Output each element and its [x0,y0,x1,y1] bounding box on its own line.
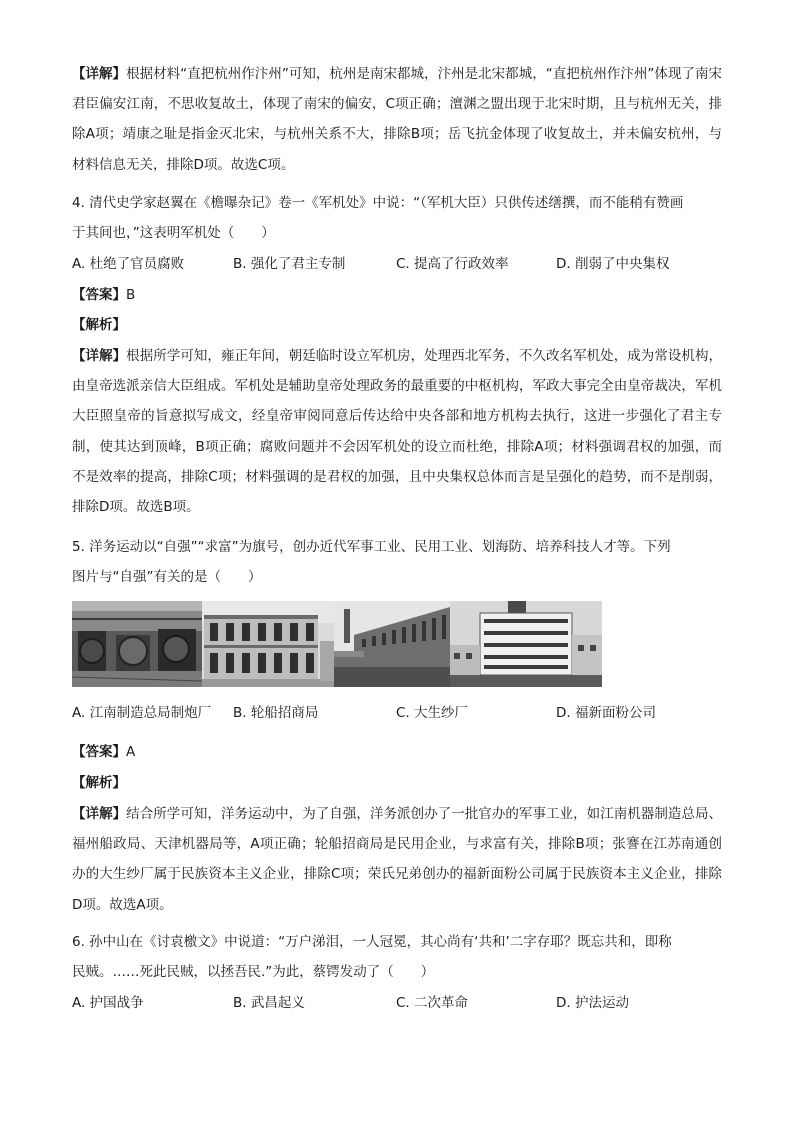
q5-option-b: B. 轮船招商局 [233,705,319,721]
q4-answer [72,285,135,305]
q3-detail-text: 根据材料“直把杭州作汴州”可知，杭州是南宋都城，汴州是北宋都城，“直把杭州作汴州”体现了南宋君臣偏安江南，不思收复故土，体现了南宋的偏安，C项正确；澶渊之盟出现于北宋时期，且与杭州无关，排除A项；靖康之耻是指金灭北宋，与杭州关系不大，排除B项；岳飞抗金体现了收复故土，并未偏安杭州，与材料信息无关，排除D项。故选C项。 [72,66,723,173]
q4-option-c: C. 提高了行政效率 [396,256,509,272]
q6-option-d: D. 护法运动 [556,995,629,1011]
q6-option-c: C. 二次革命 [396,995,469,1011]
photo-arsenal-workshop [72,601,202,687]
q5-answer-tag: 【答案】 [72,744,126,760]
q4-detail-tag: 【详解】 [72,348,127,364]
q4-analysis-tag: 【解析】 [72,317,126,333]
q6-stem-line1: 6. 孙中山在《讨袁檄文》中说道：“万户涕泪，一人冠冕，其心尚有‘共和’二字存耶？既忘共和，即称 [72,934,672,950]
q4-detail-text: 根据所学可知，雍正年间，朝廷临时设立军机房，处理西北军务，不久改名军机处，成为常设机构，由皇帝选派亲信大臣组成。军机处是辅助皇帝处理政务的最重要的中枢机构，军政大事完全由皇帝裁决，军机大臣照皇帝的旨意拟写成文，经皇帝审阅同意后传达给中央各部和地方机构去执行，这进一步强化了君主专制，使其达到顶峰，B项正确；腐败问题并不会因军机处的设立而杜绝，排除A项；材料强调君权的加强，而不是效率的提高，排除C项；材料强调的是君权的加强，且中央集权总体而言是呈强化的趋势，而不是削弱，排除D项。故选B项。 [72,348,723,516]
q5-analysis-tag: 【解析】 [72,775,126,791]
q4-stem-line1: 4. 清代史学家赵翼在《檐曝杂记》卷一《军机处》中说：“（军机大臣）只供传述缮撰，而不能稍有赞画 [72,195,684,211]
q3-detail-tag: 【详解】 [72,66,127,82]
q4-detail [72,341,722,522]
q5-stem-line1: 5. 洋务运动以“自强”“求富”为旗号，创办近代军事工业、民用工业、划海防、培养科技人才等。下列 [72,539,671,555]
q5-option-d: D. 福新面粉公司 [556,705,656,721]
q4-option-b: B. 强化了君主专制 [233,256,346,272]
q4-option-d: D. 削弱了中央集权 [556,256,670,272]
q4-stem-line2: 于其间也，”这表明军机处（ ） [72,225,275,241]
q6-option-a: A. 护国战争 [72,995,144,1011]
q5-detail-text: 结合所学可知，洋务运动中，为了自强，洋务派创办了一批官办的军事工业，如江南机器制造总局、福州船政局、天津机器局等，A项正确；轮船招商局是民用企业，与求富有关，排除B项；张謇在江苏南通创办的大生纱厂属于民族资本主义企业，排除C项；荣氏兄弟创办的福新面粉公司属于民族资本主义企业，排除D项。故选A项。 [72,806,723,913]
q4-answer-value: B [126,287,136,303]
q5-option-a: A. 江南制造总局制炮厂 [72,705,212,721]
q4-answer-tag: 【答案】 [72,287,126,303]
q3-explanation [72,59,722,180]
photo-steamship-bureau [202,601,334,687]
q5-detail [72,799,722,920]
q5-answer [72,742,135,762]
q5-stem-line2: 图片与“自强”有关的是（ ） [72,569,262,585]
q6-stem-line2: 民贼。……死此民贼，以拯吾民.”为此，蔡锷发动了（ ） [72,964,435,980]
photo-fuxin-flour [450,601,602,687]
q5-option-c: C. 大生纱厂 [396,705,469,721]
q5-answer-value: A [126,744,136,760]
photo-dasheng-mill [334,601,450,687]
q5-detail-tag: 【详解】 [72,806,127,822]
q4-option-a: A. 杜绝了官员腐败 [72,256,185,272]
q6-option-b: B. 武昌起义 [233,995,305,1011]
